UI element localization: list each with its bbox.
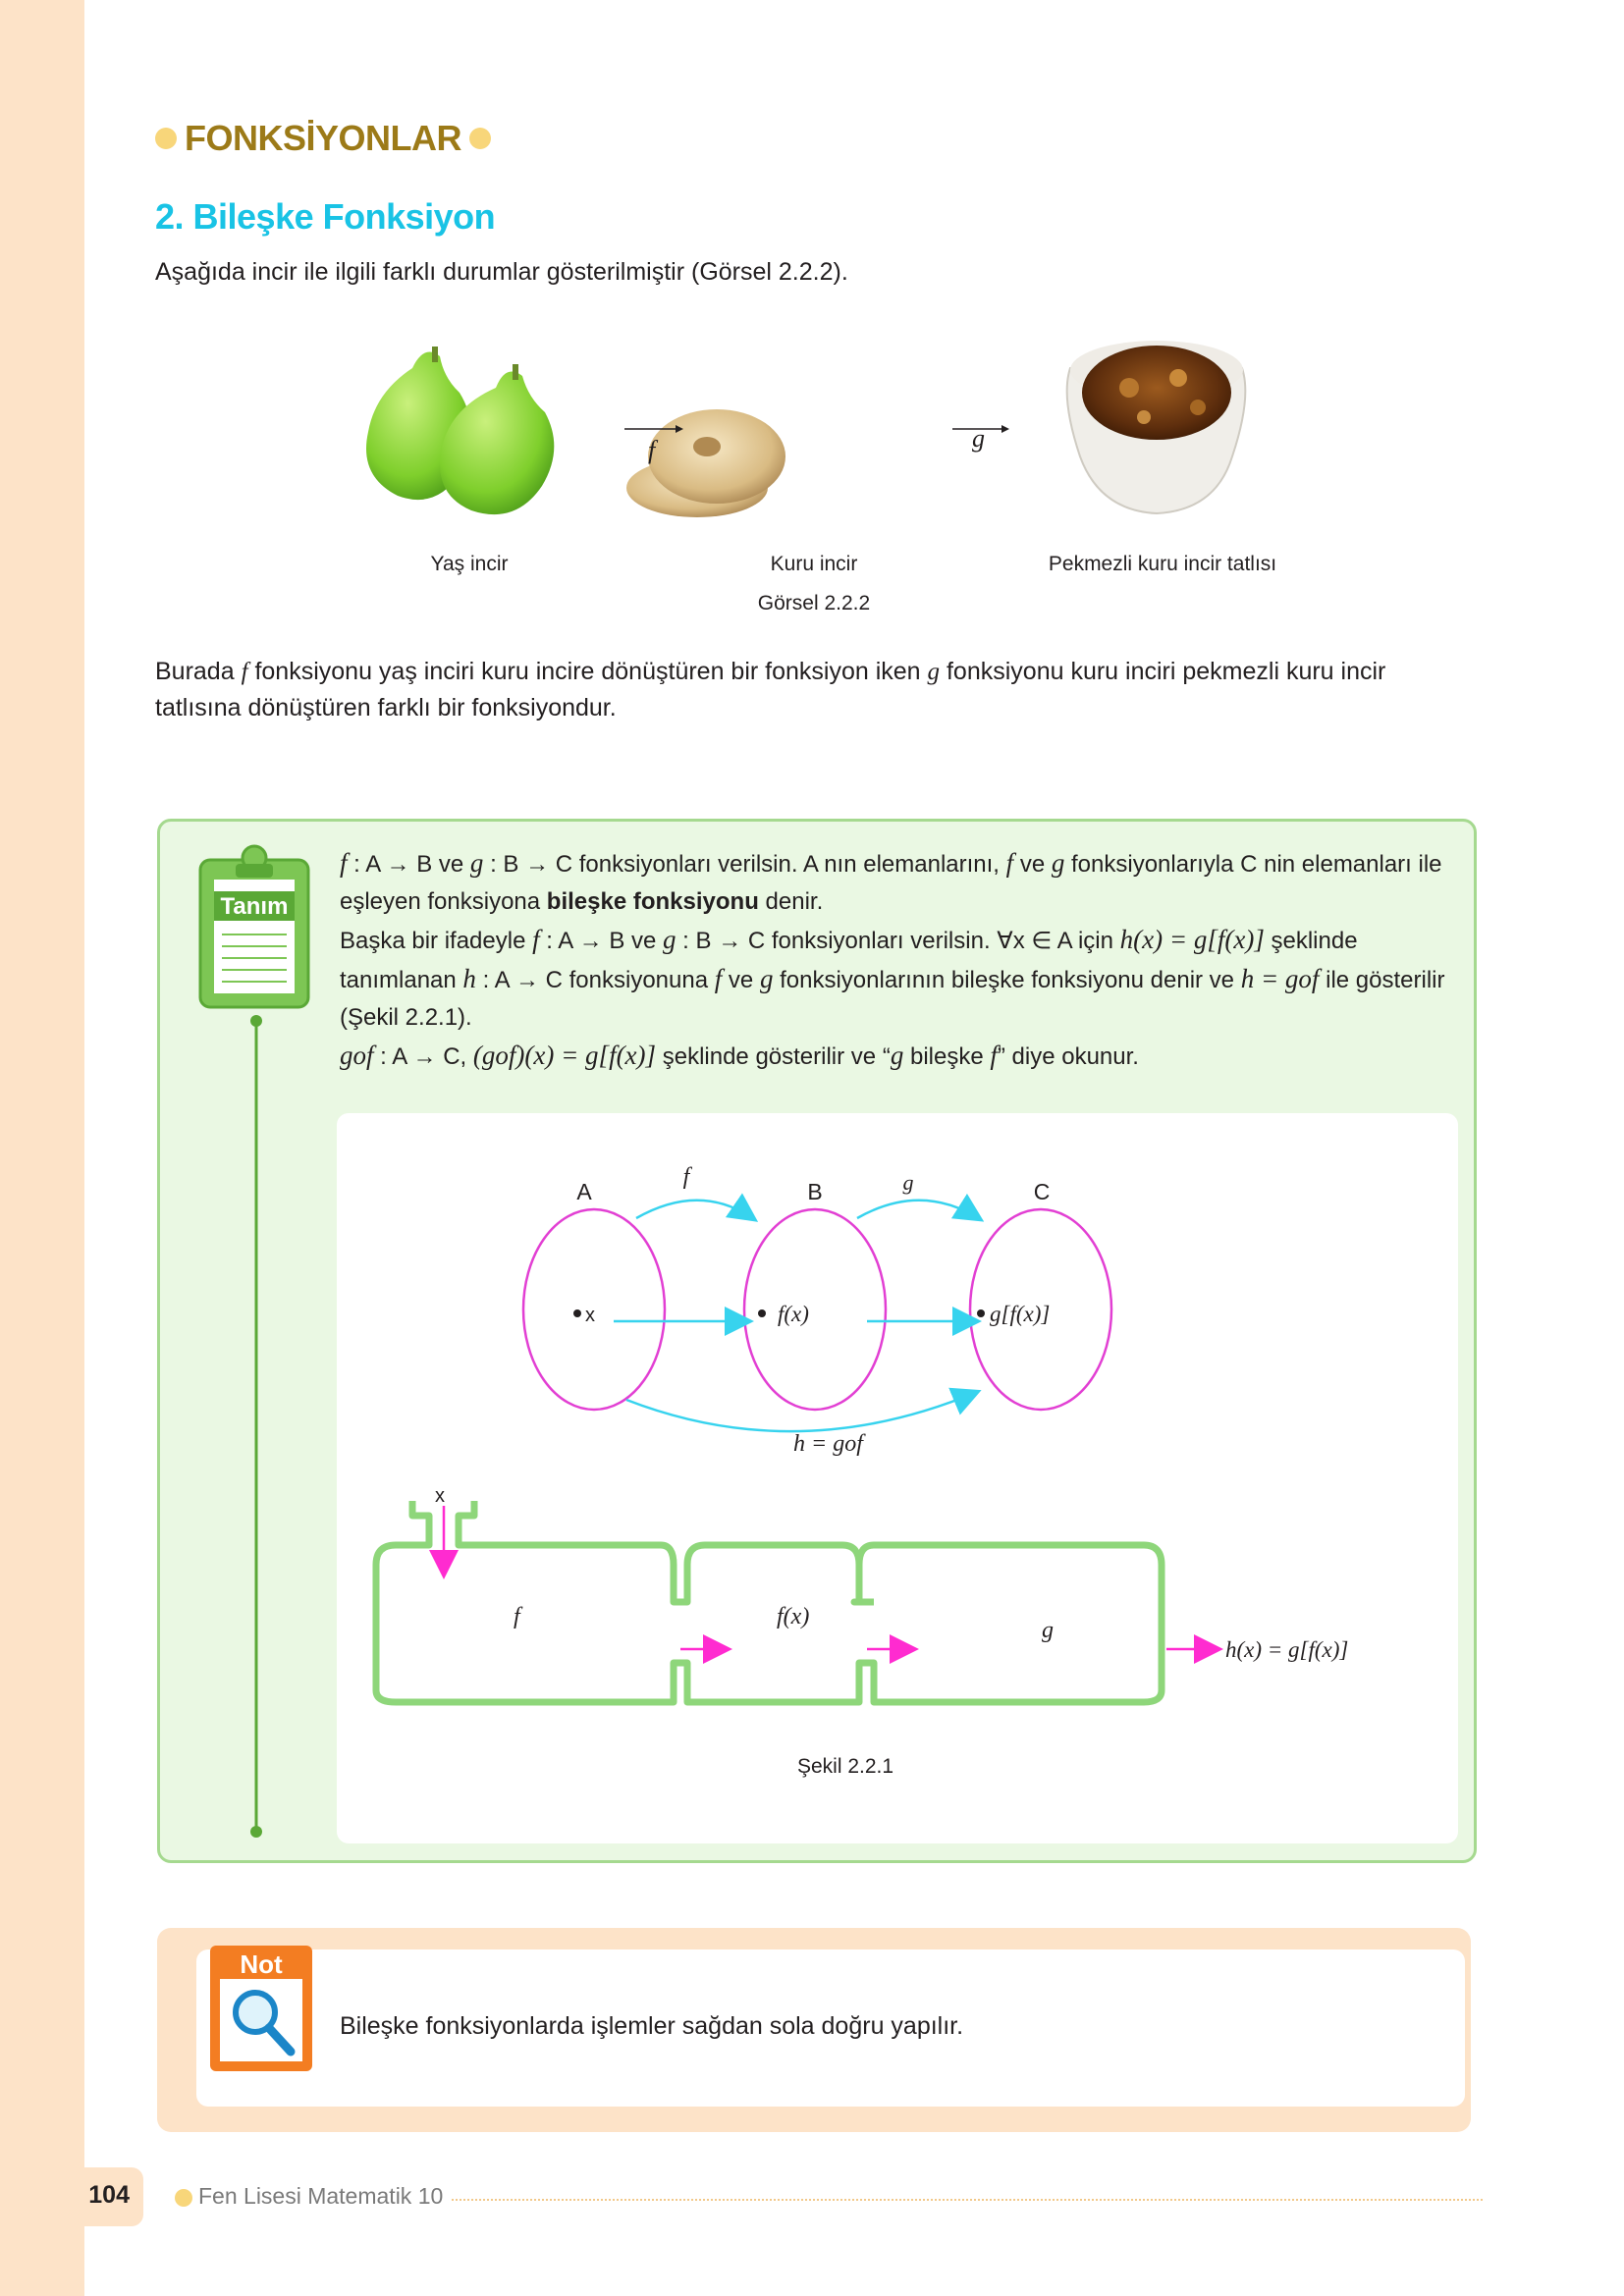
section-title: 2. Bileşke Fonksiyon bbox=[155, 196, 496, 237]
left-margin-band bbox=[0, 0, 84, 2296]
map-g-label: g bbox=[902, 1170, 914, 1195]
bullet-dot-icon bbox=[469, 128, 491, 149]
diagram-caption: Şekil 2.2.1 bbox=[797, 1755, 894, 1778]
set-c-label: C bbox=[1033, 1179, 1051, 1204]
element-gfx: g[f(x)] bbox=[990, 1302, 1051, 1326]
machine-fx-label: f(x) bbox=[777, 1604, 810, 1629]
book-title: Fen Lisesi Matematik 10 bbox=[175, 2183, 443, 2210]
machine-input-label: x bbox=[435, 1485, 445, 1507]
map-h-label: h = gof bbox=[793, 1431, 863, 1457]
element-x: x bbox=[585, 1305, 595, 1326]
map-f-arrow bbox=[636, 1201, 754, 1219]
map-h-arrow bbox=[626, 1392, 977, 1431]
arrow-g bbox=[952, 424, 1009, 453]
note-badge-label: Not bbox=[240, 1949, 283, 1979]
chapter-heading: FONKSİYONLAR bbox=[155, 116, 491, 159]
page-number: 104 bbox=[88, 2181, 130, 2209]
machine-output-label: h(x) = g[f(x)] bbox=[1225, 1637, 1349, 1662]
composition-diagram bbox=[337, 1113, 1458, 1843]
intro-text: Aşağıda incir ile ilgili farklı durumlar gösterilmiştir (Görsel 2.2.2). bbox=[155, 258, 848, 286]
page-number-tab bbox=[0, 2167, 143, 2226]
machine-g-label: g bbox=[1042, 1618, 1054, 1643]
fig-photos bbox=[353, 339, 1316, 545]
note-text: Bileşke fonksiyonlarda işlemler sağdan sola doğru yapılır. bbox=[340, 2012, 964, 2040]
definition-line-1: f : A → B ve g : B → C fonksiyonları verilsin. A nın elemanlarını, f ve g fonksiyonlarıyla C nin elemanları ile eşleyen fonksiyona bileşke fonksiyonu denir. bbox=[340, 848, 1442, 915]
function-machine bbox=[376, 1501, 1162, 1702]
machine-f-label: f bbox=[514, 1604, 520, 1629]
definition-badge bbox=[192, 838, 320, 1849]
arrow-f-label: f bbox=[648, 436, 656, 464]
set-b-ellipse bbox=[744, 1209, 886, 1410]
element-fx: f(x) bbox=[778, 1302, 809, 1326]
definition-line-2: Başka bir ifadeyle f : A → B ve g : B → C fonksiyonları verilsin. ∀x ∈ A için h(x) = g[f(x)] şeklinde tanımlanan h : A → C fonksiyonuna f ve g fonksiyonlarının bileşke fonksiyonu denir ve h = gof ile gösterilir (Şekil 2.2.1). bbox=[340, 925, 1445, 1031]
bullet-dot-icon bbox=[155, 128, 177, 149]
definition-badge-label: Tanım bbox=[220, 893, 289, 920]
bullet-dot-icon bbox=[175, 2189, 192, 2207]
footer-rule bbox=[452, 2199, 1483, 2201]
set-a-label: A bbox=[576, 1179, 592, 1204]
map-g-arrow bbox=[857, 1201, 980, 1219]
definition-line-3: gof : A → C, (gof)(x) = g[f(x)] şeklinde gösterilir ve “g bileşke f” diye okunur. bbox=[340, 1041, 1139, 1070]
fresh-fig-image bbox=[366, 347, 554, 514]
explanation-paragraph: Burada f fonksiyonu yaş inciri kuru incire dönüştüren bir fonksiyon iken g fonksiyonu kuru inciri pekmezli kuru incir tatlısına dönüştüren farklı bir fonksiyondur. bbox=[155, 658, 1386, 721]
arrow-g-label: g bbox=[972, 424, 985, 453]
map-f-label: f bbox=[682, 1164, 690, 1190]
note-badge bbox=[206, 1942, 316, 2075]
definition-text bbox=[340, 844, 1459, 1076]
set-b-label: B bbox=[807, 1179, 823, 1204]
